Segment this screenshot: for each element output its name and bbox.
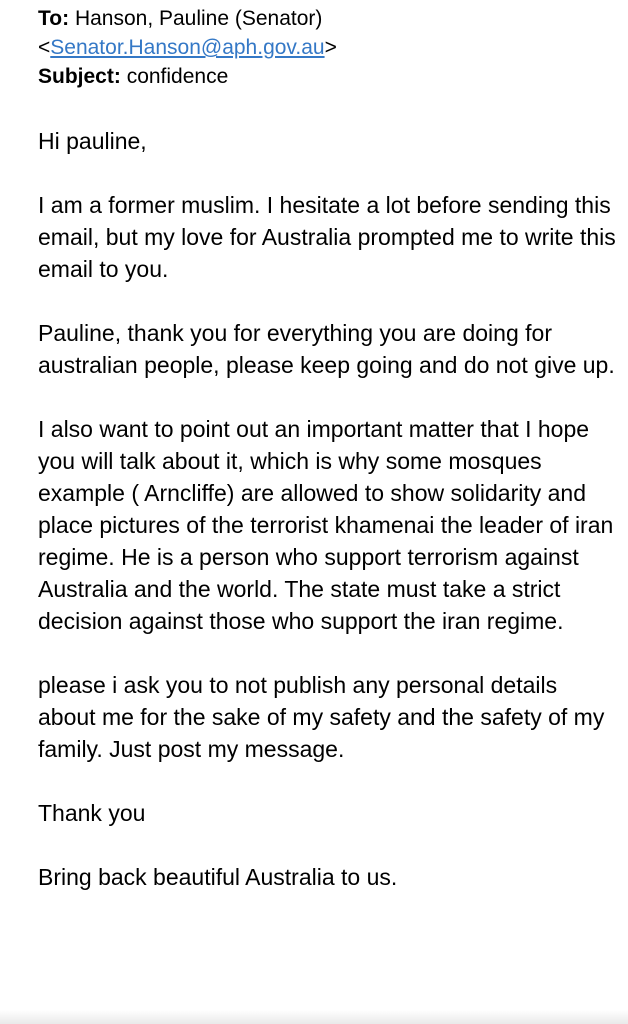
body-paragraph: I also want to point out an important matter that I hope you will talk about it, which is why some mosques example ( Arncliffe) are allowed to show solidarity and place pictures of the terrorist khamenai the leader of iran regime. He is a person who support terrorism against Australia and the world. The state must take a strict decision against those who support the iran regime. — [38, 416, 614, 634]
body-paragraph: I am a former muslim. I hesitate a lot before sending this email, but my love for Australia prompted me to write this email to you. — [38, 192, 616, 282]
subject-label: Subject: — [38, 65, 121, 88]
to-line — [38, 4, 618, 33]
email-close-bracket: > — [324, 36, 337, 59]
email-view — [38, 0, 618, 925]
recipient-email-link[interactable]: Senator.Hanson@aph.gov.au — [50, 36, 325, 59]
email-header — [38, 0, 618, 91]
body-paragraph: Pauline, thank you for everything you are doing for australian people, please keep going and do not give up. — [38, 320, 615, 378]
bottom-edge-shadow — [0, 1010, 628, 1024]
subject-line — [38, 62, 618, 91]
closing-line: Bring back beautiful Australia to us. — [38, 864, 398, 890]
sign-off: Thank you — [38, 800, 146, 826]
recipient-name: Hanson, Pauline (Senator) — [74, 7, 323, 30]
recipient-email-line — [38, 33, 618, 62]
email-open-bracket: < — [38, 36, 51, 59]
greeting: Hi pauline, — [38, 128, 147, 154]
subject-text: confidence — [126, 65, 229, 88]
email-body — [38, 125, 618, 893]
body-paragraph: please i ask you to not publish any personal details about me for the sake of my safety and the safety of my family. Just post my message. — [38, 672, 605, 762]
to-label: To: — [38, 7, 70, 30]
